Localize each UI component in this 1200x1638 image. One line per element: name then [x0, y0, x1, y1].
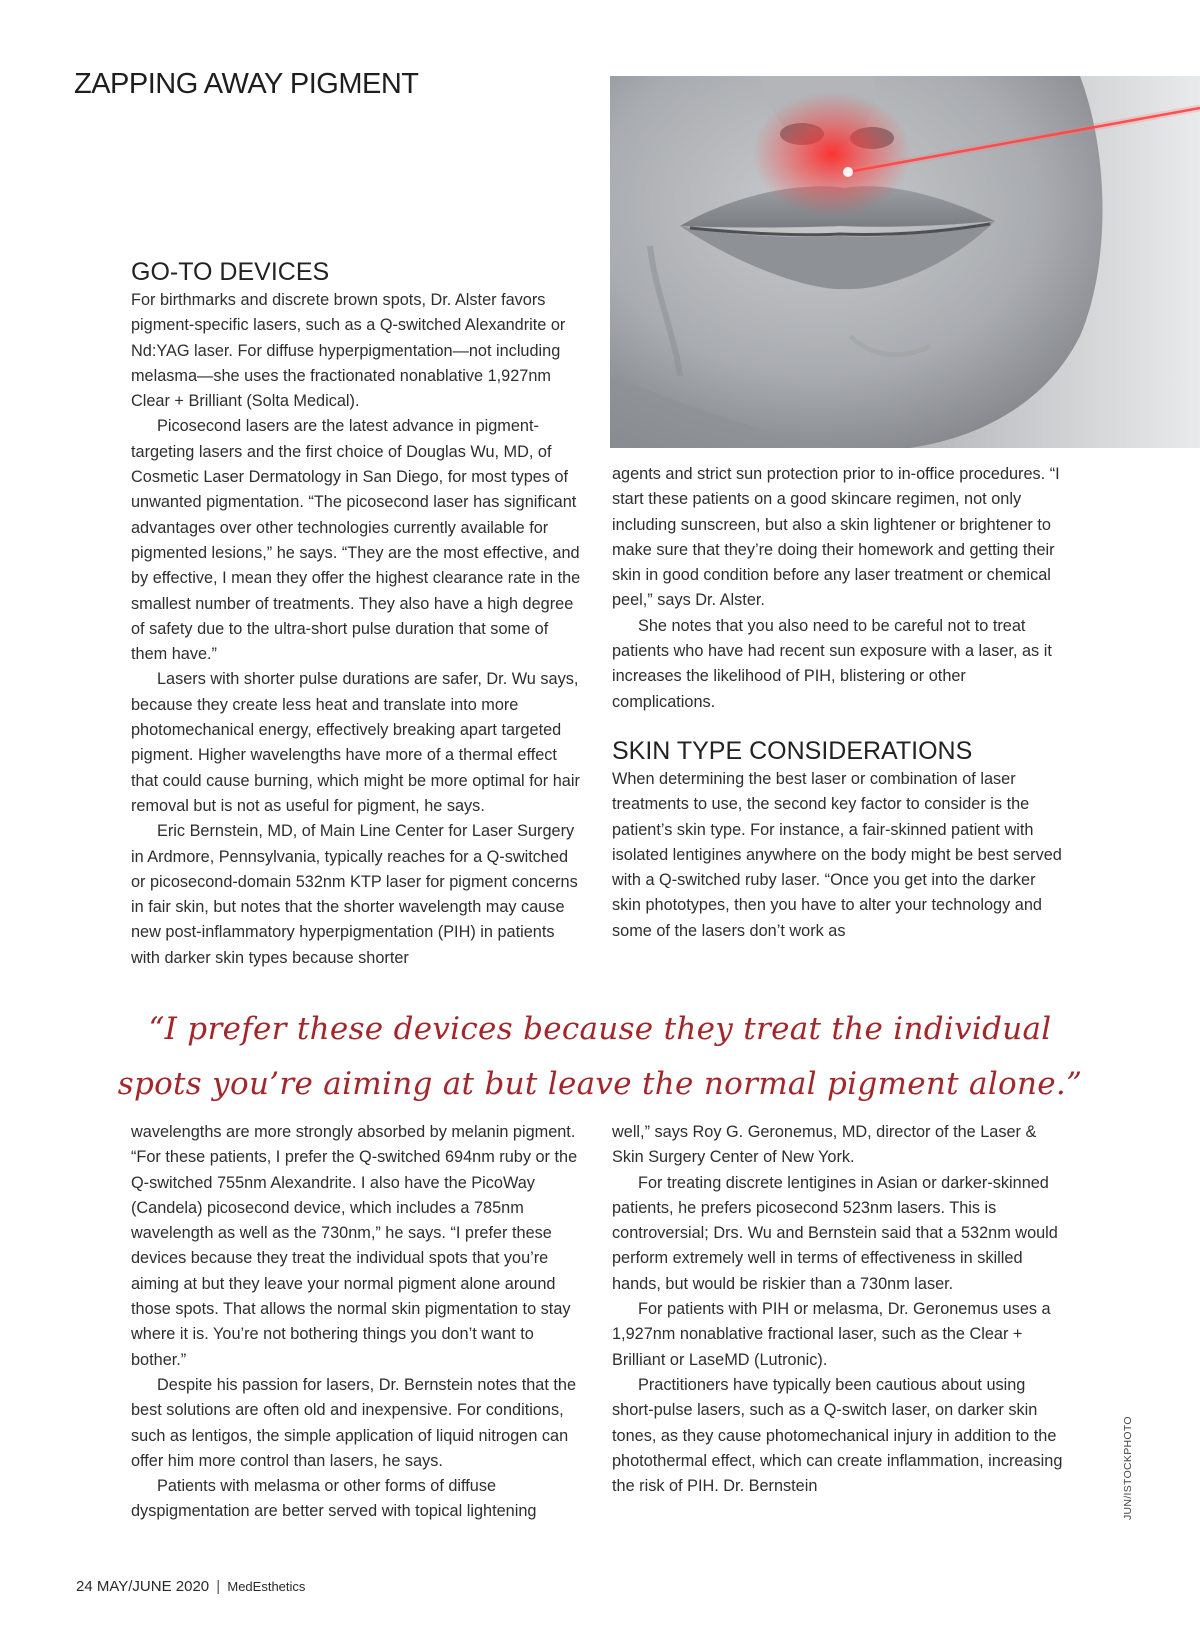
paragraph: Despite his passion for lasers, Dr. Bernstein notes that the best solutions are often old and inexpensive. For conditions, such as lentigos, the simple application of liquid nitrogen can offer him more control than lasers, he says. [131, 1375, 577, 1470]
paragraph: For treating discrete lentigines in Asian or darker-skinned patients, he prefers picosecond 523nm lasers. This is controversial; Drs. Wu and Bernstein said that a 532nm would perform extremely well in terms of effectiveness in skilled hands, but would be riskier than a 730nm laser. [612, 1173, 1058, 1293]
paragraph: She notes that you also need to be careful not to treat patients who have had recent sun exposure with a laser, as it increases the likelihood of PIH, blistering or other complications. [612, 616, 1052, 711]
paragraph: Lasers with shorter pulse durations are safer, Dr. Wu says, because they create less heat and translate into more photomechanical energy, effectively breaking apart targeted pigment. Higher wavelengths have more of a thermal effect that could cause burning, which might be more optimal for hair removal but is not as useful for pigment, he says. [131, 670, 580, 815]
page-number: 24 [76, 1578, 93, 1595]
pull-quote-line-1: “I prefer these devices because they treat the individual [148, 1011, 1052, 1047]
paragraph: When determining the best laser or combination of laser treatments to use, the second key factor to consider is the patient’s skin type. For instance, a fair-skinned patient with isolated lentigines anywhere on the body might be best served with a Q-switched ruby laser. “Once you get into the darker skin phototypes, then you have to alter your technology and some of the lasers don’t work as [612, 769, 1062, 940]
magazine-name: MedEsthetics [227, 1579, 306, 1594]
pull-quote [60, 1002, 1140, 1112]
heading-go-to-devices: GO-TO DEVICES [131, 258, 330, 286]
photo-credit: JUN/ISTOCKPHOTO [1122, 1416, 1134, 1520]
column-2 [612, 462, 1068, 944]
section-title: ZAPPING AWAY PIGMENT [74, 68, 419, 100]
issue-date: MAY/JUNE 2020 [96, 1578, 210, 1595]
paragraph: Picosecond lasers are the latest advance in pigment-targeting lasers and the first choice of Douglas Wu, MD, of Cosmetic Laser Dermatology in San Diego, for most types of unwanted pigmentation. “The picosecond laser has significant advantages over other technologies currently available for pigmented lesions,” he says. “They are the most effective, and by effective, I mean they offer the highest clearance rate in the smallest number of treatments. They also have a high degree of safety due to the ultra-short pulse duration that some of them have.” [131, 417, 581, 664]
column-3 [131, 1120, 587, 1525]
laser-glow [752, 92, 912, 216]
paragraph: wavelengths are more strongly absorbed by melanin pigment. “For these patients, I prefer the Q-switched 694nm ruby or the Q-switched 755nm Alexandrite. I also have the PicoWay (Candela) picosecond device, which includes a 785nm wavelength as well as the 730nm,” he says. “I prefer these devices because they treat the individual spots that you’re aiming at but they leave your normal pigment alone around those spots. That allows the normal skin pigmentation to stay where it is. You’re not bothering things you don’t want to bother.” [131, 1123, 578, 1369]
pull-quote-line-2: spots you’re aiming at but leave the normal pigment alone.” [117, 1066, 1083, 1102]
paragraph: well,” says Roy G. Geronemus, MD, director of the Laser & Skin Surgery Center of New York. [612, 1123, 1037, 1167]
heading-skin-type-considerations: SKIN TYPE CONSIDERATIONS [612, 736, 973, 765]
paragraph: Eric Bernstein, MD, of Main Line Center for Laser Surgery in Ardmore, Pennsylvania, typically reaches for a Q-switched or picosecond-domain 532nm KTP laser for pigment concerns in fair skin, but notes that the shorter wavelength may cause new post-inflammatory hyperpigmentation (PIH) in patients with darker skin types because shorter [131, 822, 578, 967]
paragraph: For birthmarks and discrete brown spots, Dr. Alster favors pigment-specific lasers, such as a Q-switched Alexandrite or Nd:YAG laser. For diffuse hyperpigmentation—not including melasma—she uses the fractionated nonablative 1,927nm Clear + Brilliant (Solta Medical). [131, 291, 566, 411]
column-4 [612, 1120, 1068, 1499]
paragraph: Patients with melasma or other forms of diffuse dyspigmentation are better served with topical lightening [131, 1477, 537, 1521]
laser-point [843, 167, 853, 177]
paragraph: For patients with PIH or melasma, Dr. Geronemus uses a 1,927nm nonablative fractional laser, such as the Clear + Brilliant or LaseMD (Lutronic). [612, 1300, 1051, 1369]
page-footer [76, 1578, 305, 1595]
face-laser-illustration [610, 76, 1200, 448]
footer-separator: | [216, 1578, 221, 1595]
column-1 [131, 256, 587, 971]
hero-photo-laser-face [610, 76, 1200, 448]
paragraph: agents and strict sun protection prior to in-office procedures. “I start these patients on a good skincare regimen, not only including sunscreen, but also a skin lightener or brightener to make sure that they’re doing their homework and getting their skin in good condition before any laser treatment or chemical peel,” says Dr. Alster. [612, 465, 1060, 610]
paragraph: Practitioners have typically been cautious about using short-pulse lasers, such as a Q-switch laser, on darker skin tones, as they cause photomechanical injury in addition to the photothermal effect, which can create inflammation, increasing the risk of PIH. Dr. Bernstein [612, 1375, 1063, 1496]
